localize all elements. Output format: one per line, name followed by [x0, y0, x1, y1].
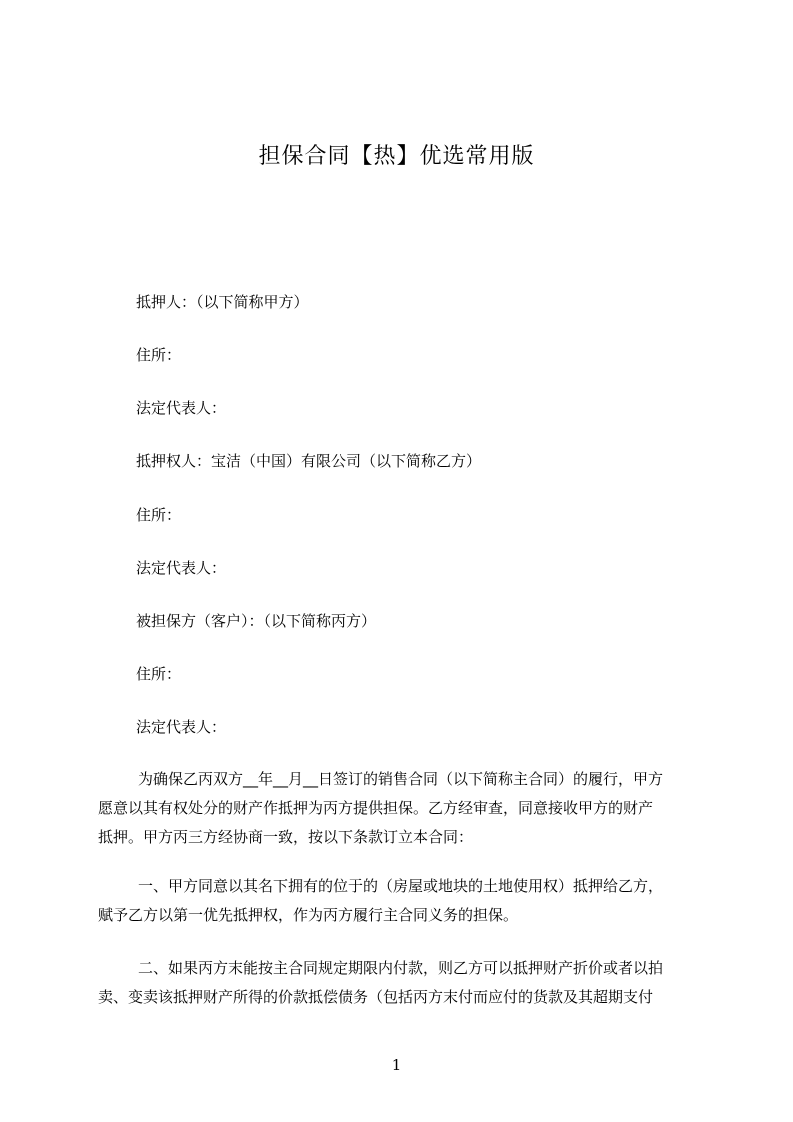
- pledgor-representative-field: 法定代表人：: [136, 399, 227, 417]
- page-number: 1: [391, 1056, 402, 1074]
- guaranteed-party-address-field: 住所：: [136, 665, 182, 683]
- pledgee-representative-field: 法定代表人：: [136, 559, 227, 577]
- paragraph-line: 卖、变卖该抵押财产所得的价款抵偿债务（包括丙方末付而应付的货款及其超期支付: [98, 988, 654, 1006]
- guaranteed-party-field: 被担保方（客户）：（以下简称丙方）: [136, 612, 377, 630]
- pledgee-field: 抵押权人：宝洁（中国）有限公司（以下简称乙方）: [136, 452, 482, 470]
- pledgee-address-field: 住所：: [136, 506, 182, 524]
- paragraph-line: 为确保乙丙双方__年__月__日签订的销售合同（以下简称主合同）的履行，甲方: [138, 770, 664, 788]
- paragraph-line: 抵押。甲方丙三方经协商一致，按以下条款订立本合同：: [98, 828, 474, 846]
- pledgor-address-field: 住所：: [136, 346, 182, 364]
- paragraph-line: 一、甲方同意以其名下拥有的位于的（房屋或地块的土地使用权）抵押给乙方，: [138, 877, 664, 895]
- paragraph-line: 赋予乙方以第一优先抵押权，作为丙方履行主合同义务的担保。: [98, 906, 519, 924]
- pledgor-field: 抵押人：（以下简称甲方）: [136, 293, 309, 311]
- guaranteed-party-representative-field: 法定代表人：: [136, 718, 227, 736]
- clause-1-paragraph: [98, 872, 698, 930]
- paragraph-line: 愿意以其有权处分的财产作抵押为丙方提供担保。乙方经审查，同意接收甲方的财产: [98, 799, 654, 817]
- document-title: 担保合同【热】优选常用版: [258, 144, 535, 169]
- clause-2-paragraph: [98, 954, 698, 1012]
- preamble-paragraph: [98, 765, 698, 852]
- paragraph-line: 二、如果丙方末能按主合同规定期限内付款，则乙方可以抵押财产折价或者以拍: [138, 959, 664, 977]
